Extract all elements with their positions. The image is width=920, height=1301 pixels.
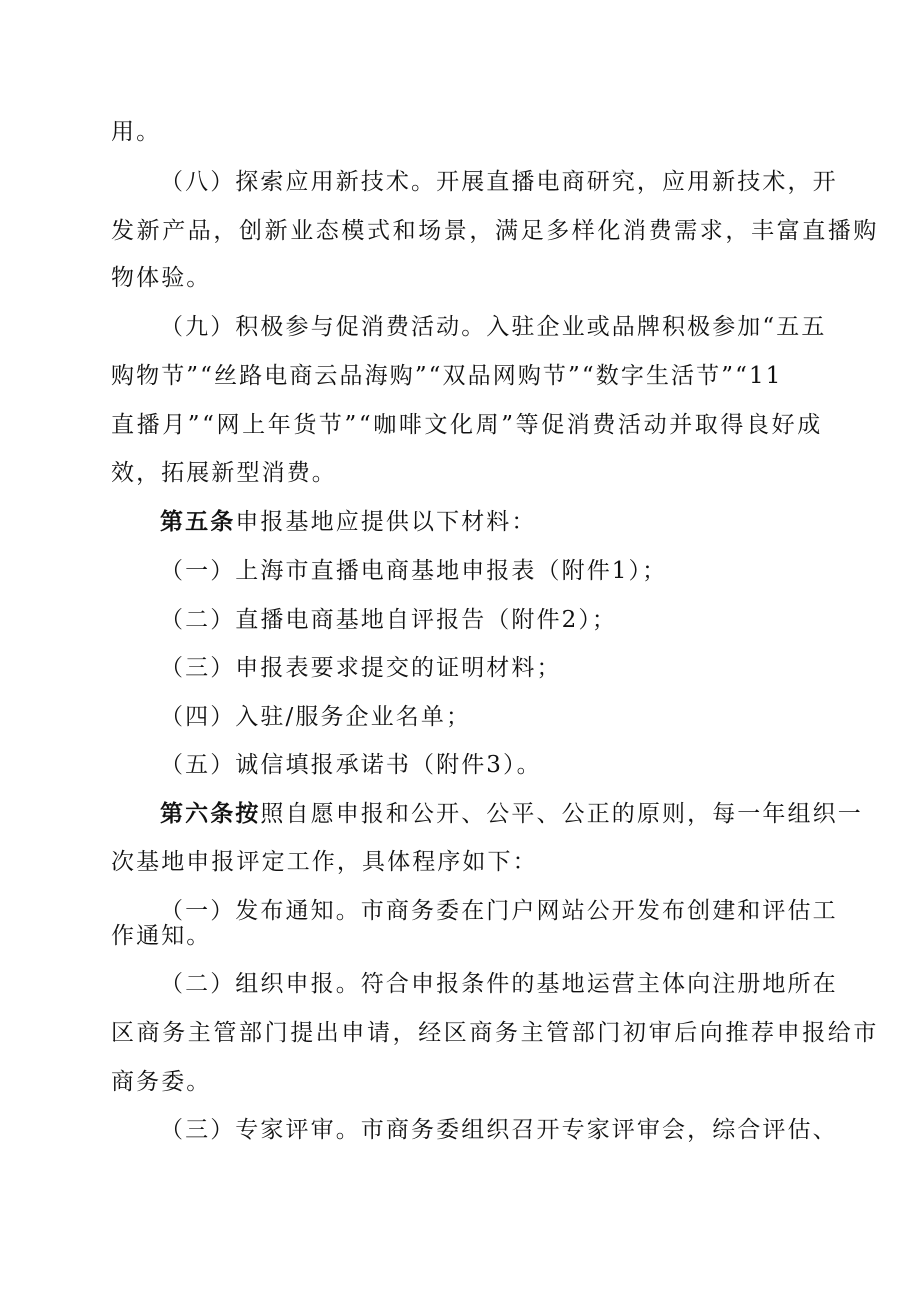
text-line: 物体验。 bbox=[111, 265, 212, 291]
text-line: 用。 bbox=[111, 119, 162, 145]
text-line: 次基地申报评定工作，具体程序如下： bbox=[111, 849, 538, 875]
article-5-text: 申报基地应提供以下材料： bbox=[235, 509, 537, 535]
text-line: 商务委。 bbox=[111, 1069, 212, 1095]
material-item-4: （四）入驻/服务企业名单； bbox=[160, 704, 472, 730]
material-item-2: （二）直播电商基地自评报告（附件2）； bbox=[160, 607, 618, 633]
procedure-step-3: （三）专家评审。市商务委组织召开专家评审会，综合评估、 bbox=[160, 1117, 838, 1143]
text-line: 效，拓展新型消费。 bbox=[111, 460, 337, 486]
item-9-line: （九）积极参与促消费活动。入驻企业或品牌积极参加“五五 bbox=[160, 314, 827, 340]
text-line: 直播月”“网上年货节”“咖啡文化周”等促消费活动并取得良好成 bbox=[111, 412, 823, 438]
text-line: 发新产品，创新业态模式和场景，满足多样化消费需求，丰富直播购 bbox=[111, 218, 879, 244]
text-line: 区商务主管部门提出申请，经区商务主管部门初审后向推荐申报给市 bbox=[111, 1020, 879, 1046]
material-item-1: （一）上海市直播电商基地申报表（附件1）； bbox=[160, 558, 668, 584]
material-item-3: （三）申报表要求提交的证明材料； bbox=[160, 655, 562, 681]
article-6-heading: 第六条按 bbox=[160, 800, 261, 827]
procedure-step-1: （一）发布通知。市商务委在门户网站公开发布创建和评估工 bbox=[160, 898, 838, 924]
item-8-line: （八）探索应用新技术。开展直播电商研究，应用新技术，开 bbox=[160, 169, 838, 195]
article-5-line bbox=[160, 508, 860, 536]
text-line: 购物节”“丝路电商云品海购”“双品网购节”“数字生活节”“11 bbox=[111, 363, 783, 389]
article-5-heading: 第五条 bbox=[160, 508, 236, 535]
text-line: 作通知。 bbox=[111, 923, 212, 949]
article-6-line bbox=[160, 800, 863, 828]
procedure-step-2: （二）组织申报。符合申报条件的基地运营主体向注册地所在 bbox=[160, 971, 838, 997]
article-6-text: 照自愿申报和公开、公平、公正的原则，每一年组织一 bbox=[260, 801, 863, 827]
material-item-5: （五）诚信填报承诺书（附件3）。 bbox=[160, 752, 542, 778]
